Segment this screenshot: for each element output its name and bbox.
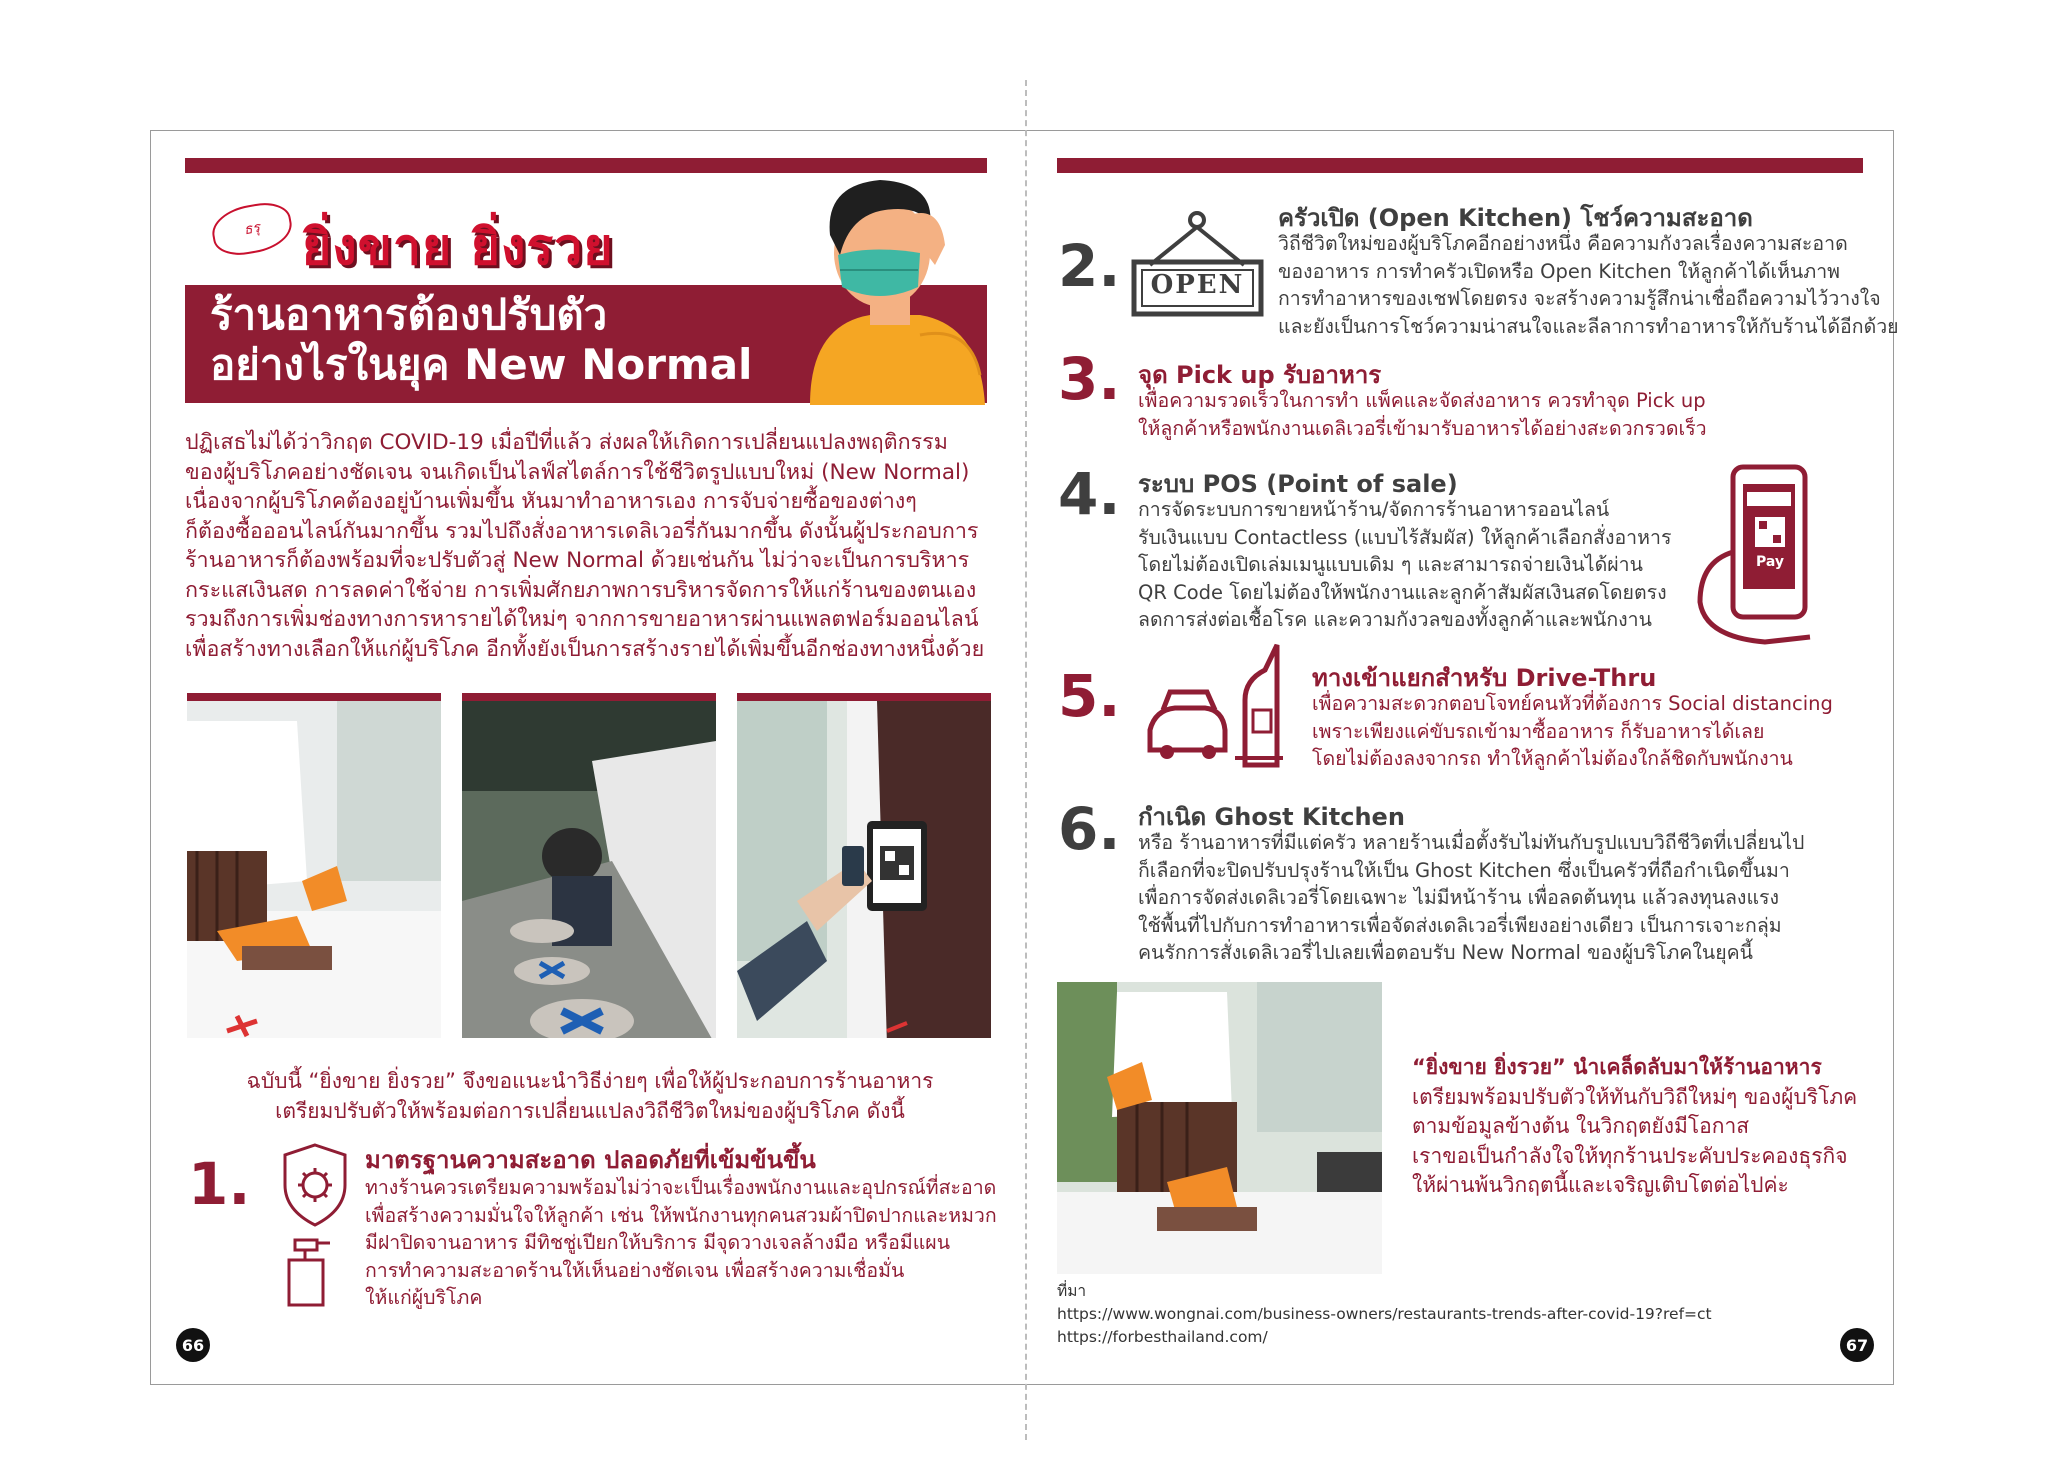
item2-line: วิถีชีวิตใหม่ของผู้บริโภคอีกอย่างหนึ่ง คือความกังวลเรื่องความสะอาด [1278,232,1848,255]
masked-person-illustration [770,175,1000,405]
brand-title: ยิ่งขาย ยิ่งรวย [302,218,614,276]
item-number: 3. [1058,345,1121,413]
item4-line: QR Code โดยไม่ต้องให้พนักงานและลูกค้าสัมผัสเงินสดโดยตรง [1138,580,1667,604]
item3-heading: จุด Pick up รับอาหาร [1138,361,1382,389]
page-gutter [1025,80,1027,1440]
item4-body [1138,496,1671,634]
pay-label: Pay [1755,554,1785,570]
intro-line: เนื่องจากผู้บริโภคต้องอยู่บ้านเพิ่มขึ้น หันมาทำอาหารเอง การจับจ่ายซื้อของต่างๆ [185,489,917,514]
intro-line: เพื่อสร้างทางเลือกให้แก่ผู้บริโภค อีกทั้งยังเป็นการสร้างรายได้เพิ่มขึ้นอีกช่องทางหนึ่งด้วย [185,636,985,662]
shield-virus-icon [275,1140,355,1310]
item6-line: ก็เลือกที่จะปิดปรับปรุงร้านให้เป็น Ghost Kitchen ซึ่งเป็นครัวที่ถือกำเนิดขึ้นมา [1138,858,1790,882]
item5-body [1312,690,1833,773]
item-number: 5. [1058,662,1121,730]
item1-heading: มาตรฐานความสะอาด ปลอดภัยที่เข้มข้นขึ้น [365,1146,816,1174]
closing-line: ให้ผ่านพ้นวิกฤตนี้และเจริญเติบโตต่อไปค่ะ [1412,1173,1789,1197]
item6-line: ใช้พื้นที่ไปกับการทำอาหารเพื่อจัดส่งเดลิเวอรี่เพียงอย่างเดียว เป็นการเจาะกลุ่ม [1138,913,1782,937]
closing-line: เตรียมพร้อมปรับตัวให้ทันกับวิถีใหม่ๆ ของผู้บริโภค [1412,1084,1858,1109]
item5-line: โดยไม่ต้องลงจากรถ ทำให้ลูกค้าไม่ต้องใกล้ชิดกับพนักงาน [1312,747,1793,770]
header-bar-right [1057,158,1863,173]
photo-qr-payment [737,693,991,1038]
item1-line: ให้แก่ผู้บริโภค [365,1286,483,1309]
item2-line: และยังเป็นการโชว์ความน่าสนใจและลีลาการทำอาหารให้กับร้านได้อีกด้วย [1278,314,1899,338]
closing-paragraph [1412,1053,1862,1201]
item-number: 4. [1058,460,1121,528]
page-title-line2: อย่างไรในยุค New Normal [210,340,753,389]
item6-line: หรือ ร้านอาหารที่มีแต่ครัว หลายร้านเมื่อตั้งรับไม่ทันกับรูปแบบวิถีชีวิตที่เปลี่ยนไป [1138,831,1805,854]
item3-line: เพื่อความรวดเร็วในการทำ แพ็คและจัดส่งอาหาร ควรทำจุด Pick up [1138,389,1706,412]
item1-line: ทางร้านควรเตรียมความพร้อมไม่ว่าจะเป็นเรื่องพนักงานและอุปกรณ์ที่สะอาด [365,1176,997,1199]
source-block [1057,1280,1712,1349]
open-sign-icon [1130,210,1265,320]
photo-cleaning-table [187,693,441,1038]
header-bar-left [185,158,987,173]
item6-line: คนรักการสั่งเดลิเวอรี่ไปเลยเพื่อตอบรับ New Normal ของผู้บริโภคในยุคนี้ [1138,941,1753,964]
item2-line: ของอาหาร การทำครัวเปิดหรือ Open Kitchen ให้ลูกค้าได้เห็นภาพ [1278,259,1841,283]
sub-intro-line: เตรียมปรับตัวให้พร้อมต่อการเปลี่ยนแปลงวิถีชีวิตใหม่ของผู้บริโภค ดังนี้ [275,1099,905,1123]
page-number-right: 67 [1840,1328,1874,1362]
intro-line: ของผู้บริโภคอย่างชัดเจน จนเกิดเป็นไลฟ์สไตล์การใช้ชีวิตรูปแบบใหม่ (New Normal) [185,459,970,485]
item4-line: รับเงินแบบ Contactless (แบบไร้สัมผัส) ให้ลูกค้าเลือกสั่งอาหาร [1138,525,1672,549]
item4-line: โดยไม่ต้องเปิดเล่มเมนูแบบเดิม ๆ และสามารถจ่ายเงินได้ผ่าน [1138,553,1643,576]
item3-line: ให้ลูกค้าหรือพนักงานเดลิเวอรี่เข้ามารับอาหารได้อย่างสะดวกรวดเร็ว [1138,416,1707,440]
sub-intro-line: ฉบับนี้ “ยิ่งขาย ยิ่งรวย” จึงขอแนะนำวิธีง่ายๆ เพื่อให้ผู้ประกอบการร้านอาหาร [246,1069,934,1093]
sub-intro [185,1066,995,1126]
page-number-left: 66 [176,1328,210,1362]
item1-body [365,1174,997,1312]
item-number: 2. [1058,232,1121,300]
closing-line: เราขอเป็นกำลังใจให้ทุกร้านประคับประคองธุรกิจ [1412,1143,1848,1168]
item2-body [1278,230,1899,340]
source-label: ที่มา [1057,1282,1087,1300]
source-link[interactable]: https://www.wongnai.com/business-owners/restaurants-trends-after-covid-19?ref=ct [1057,1305,1712,1323]
item4-heading: ระบบ POS (Point of sale) [1138,470,1458,498]
item1-line: การทำความสะอาดร้านให้เห็นอย่างชัดเจน เพื่อสร้างความเชื่อมั่น [365,1258,905,1282]
item-number: 1. [188,1150,251,1218]
drive-thru-icon [1145,640,1285,770]
intro-line: ก็ต้องซื้อออนไลน์กันมากขึ้น รวมไปถึงสั่งอาหารเดลิเวอรี่กันมากขึ้น ดังนั้นผู้ประกอบการ [185,518,979,544]
intro-line: ร้านอาหารก็ต้องพร้อมที่จะปรับตัวสู่ New Normal ด้วยเช่นกัน ไม่ว่าจะเป็นการบริหาร [185,548,970,573]
item2-line: การทำอาหารของเชฟโดยตรง จะสร้างความรู้สึกน่าเชื่อถือความไว้วางใจ [1278,287,1881,310]
item5-line: เพราะเพียงแค่ขับรถเข้ามาซื้ออาหาร ก็รับอาหารได้เลย [1312,719,1765,743]
intro-paragraph [185,428,995,664]
brand-logo: ธรุ [208,198,295,259]
intro-line: รวมถึงการเพิ่มช่องทางการหารายได้ใหม่ๆ จากการขายอาหารผ่านแพลตฟอร์มออนไลน์ [185,607,979,632]
item1-line: มีฝาปิดจานอาหาร มีทิชชู่เปียกให้บริการ มีจุดวางเจลล้างมือ หรือมีแผน [365,1231,951,1254]
item3-body [1138,387,1707,442]
photo-cleaning-table-right [1057,982,1382,1274]
source-link[interactable]: https://forbesthailand.com/ [1057,1328,1268,1346]
item6-line: เพื่อการจัดส่งเดลิเวอรี่โดยเฉพาะ ไม่มีหน้าร้าน เพื่อลดต้นทุน แล้วลงทุนลงแรง [1138,886,1780,909]
photo-distanced-seating [462,693,716,1038]
page-title-line1: ร้านอาหารต้องปรับตัว [210,290,608,339]
item1-line: เพื่อสร้างความมั่นใจให้ลูกค้า เช่น ให้พนักงานทุกคนสวมผ้าปิดปากและหมวก [365,1203,997,1227]
closing-line: ตามข้อมูลข้างต้น ในวิกฤตยังมีโอกาส [1412,1114,1750,1138]
open-sign-text: OPEN [1150,270,1245,300]
intro-line: ปฏิเสธไม่ได้ว่าวิกฤต COVID-19 เมื่อปีที่แล้ว ส่งผลให้เกิดการเปลี่ยนแปลงพฤติกรรม [185,430,948,455]
item4-line: ลดการส่งต่อเชื้อโรค และความกังวลของทั้งลูกค้าและพนักงาน [1138,608,1652,631]
item6-body [1138,829,1804,967]
item5-line: เพื่อความสะดวกตอบโจทย์คนหัวที่ต้องการ Social distancing [1312,692,1833,715]
item4-line: การจัดระบบการขายหน้าร้าน/จัดการร้านอาหารออนไลน์ [1138,498,1610,521]
item6-heading: กำเนิด Ghost Kitchen [1138,803,1405,831]
intro-line: กระแสเงินสด การลดค่าใช้จ่าย การเพิ่มศักยภาพการบริหารจัดการให้แก่ร้านของตนเอง [185,577,977,603]
closing-line: “ยิ่งขาย ยิ่งรวย” นำเคล็ดลับมาให้ร้านอาหาร [1412,1055,1822,1079]
item2-heading: ครัวเปิด (Open Kitchen) โชว์ความสะอาด [1278,204,1753,232]
item-number: 6. [1058,795,1121,863]
item5-heading: ทางเข้าแยกสำหรับ Drive-Thru [1312,664,1657,692]
